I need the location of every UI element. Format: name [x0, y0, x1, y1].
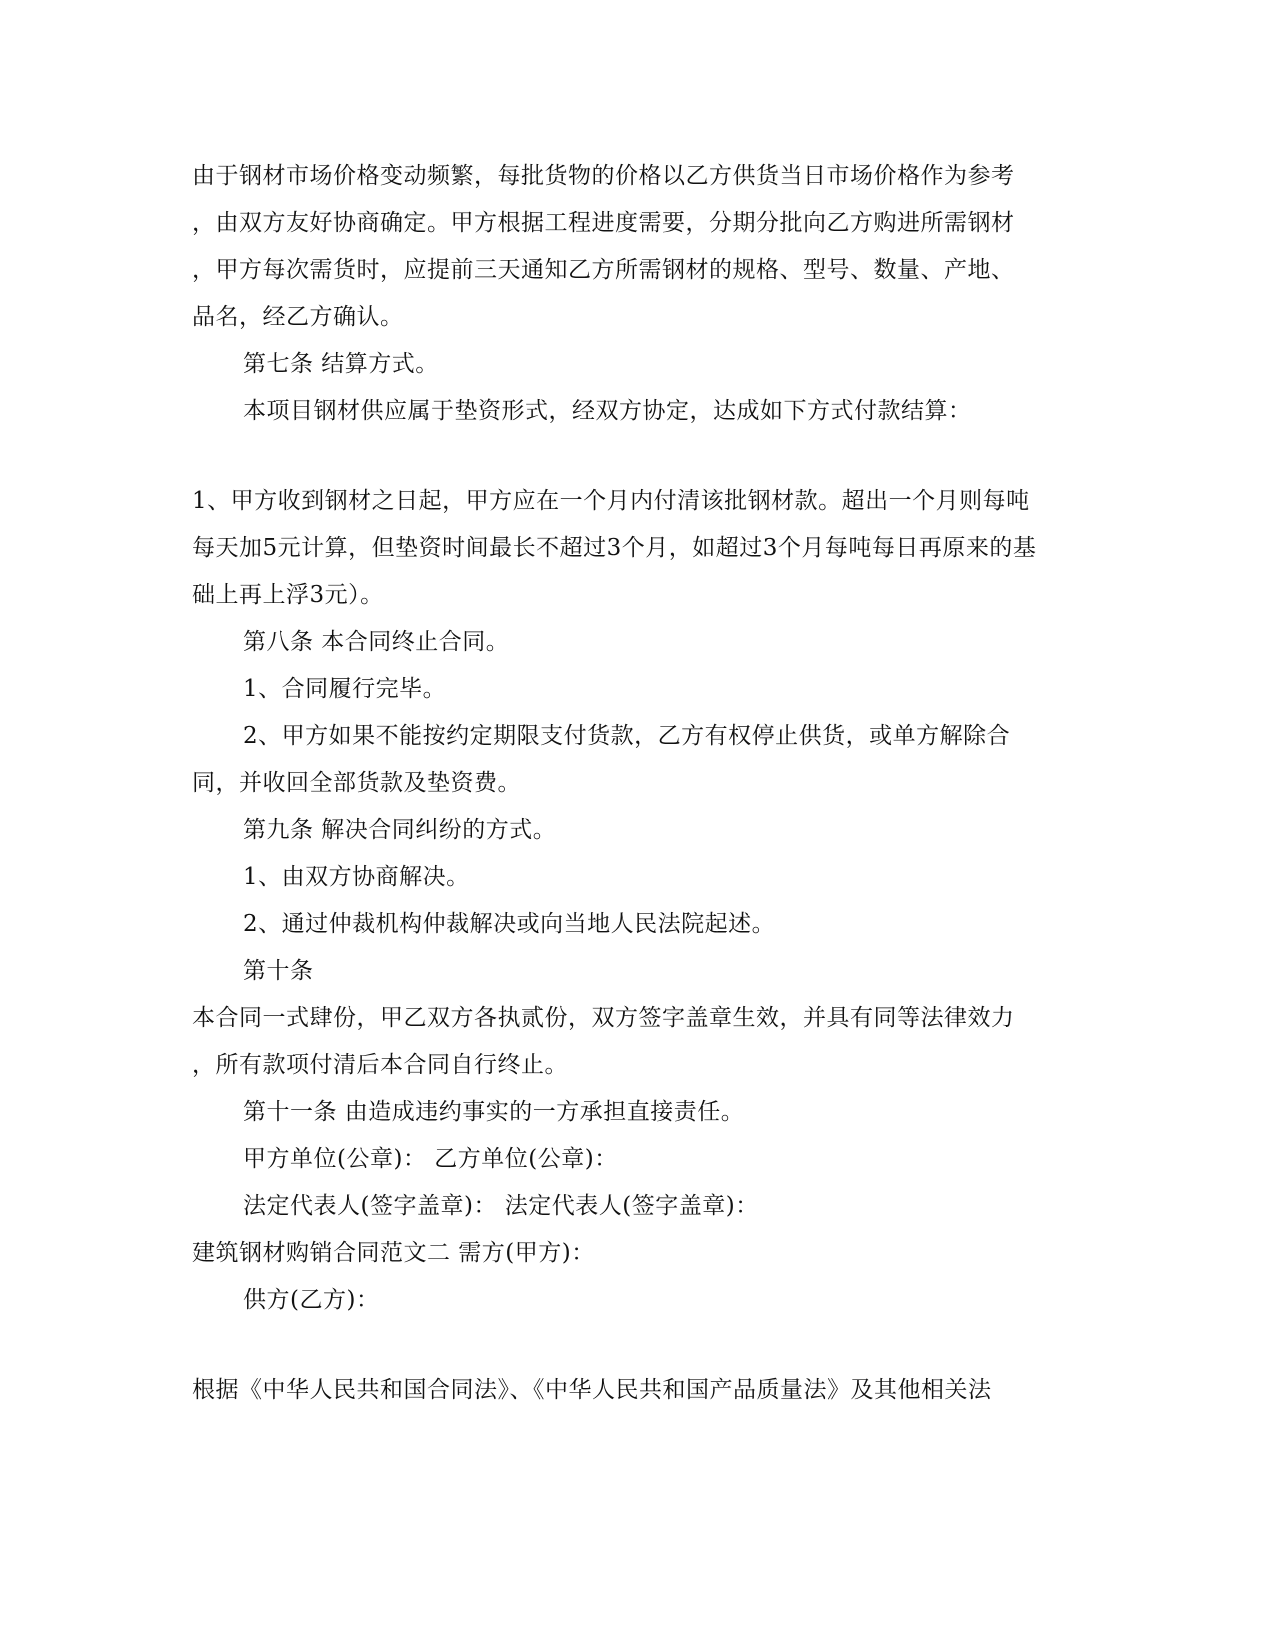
text-line: 根据《中华人民共和国合同法》、《中华人民共和国产品质量法》及其他相关法 — [192, 1377, 992, 1403]
list-item: 2、甲方如果不能按约定期限支付货款，乙方有权停止供货，或单方解除合 — [243, 723, 1011, 749]
section-title: 建筑钢材购销合同范文二 需方(甲方)： — [192, 1240, 595, 1266]
text-line: ，甲方每次需货时，应提前三天通知乙方所需钢材的规格、型号、数量、产地、 — [192, 257, 1015, 283]
article-heading: 第八条 本合同终止合同。 — [243, 629, 510, 655]
text-line: 本项目钢材供应属于垫资形式，经双方协定，达成如下方式付款结算： — [243, 398, 972, 424]
text-line: 由于钢材市场价格变动频繁，每批货物的价格以乙方供货当日市场价格作为参考 — [192, 163, 1015, 189]
list-item: 2、通过仲裁机构仲裁解决或向当地人民法院起述。 — [243, 911, 776, 937]
text-line: 每天加5元计算，但垫资时间最长不超过3个月，如超过3个月每吨每日再原来的基 — [192, 535, 1037, 561]
list-item: 1、合同履行完毕。 — [243, 676, 447, 702]
article-heading: 第十一条 由造成违约事实的一方承担直接责任。 — [243, 1099, 745, 1125]
text-line: 品名，经乙方确认。 — [192, 304, 404, 330]
list-item: 1、甲方收到钢材之日起，甲方应在一个月内付清该批钢材款。超出一个月则每吨 — [192, 488, 1030, 514]
signature-line: 法定代表人(签字盖章)： 法定代表人(签字盖章)： — [243, 1193, 759, 1219]
article-heading: 第七条 结算方式。 — [243, 351, 439, 377]
text-line: 本合同一式肆份，甲乙双方各执贰份，双方签字盖章生效，并具有同等法律效力 — [192, 1005, 1015, 1031]
text-line: 础上再上浮3元）。 — [192, 582, 384, 608]
signature-line: 甲方单位(公章)： 乙方单位(公章)： — [243, 1146, 618, 1172]
text-line: ，由双方友好协商确定。甲方根据工程进度需要，分期分批向乙方购进所需钢材 — [192, 210, 1015, 236]
text-line: 同，并收回全部货款及垫资费。 — [192, 770, 521, 796]
party-line: 供方(乙方)： — [243, 1287, 380, 1313]
article-heading: 第十条 — [243, 958, 314, 984]
text-line: ，所有款项付清后本合同自行终止。 — [192, 1052, 568, 1078]
article-heading: 第九条 解决合同纠纷的方式。 — [243, 817, 557, 843]
list-item: 1、由双方协商解决。 — [243, 864, 470, 890]
